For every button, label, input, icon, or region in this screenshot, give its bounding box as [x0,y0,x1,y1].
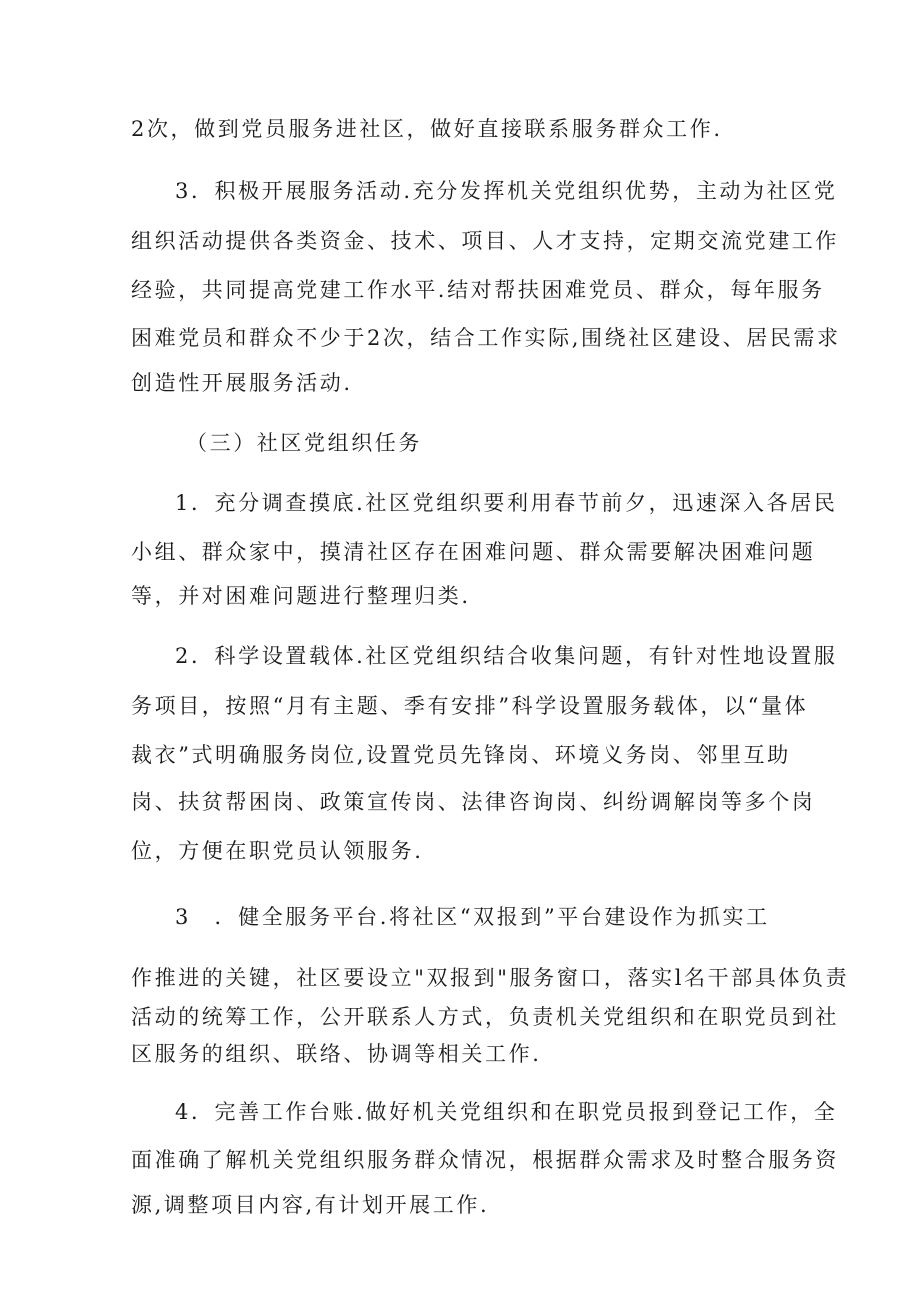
paragraph-4-line-3: 等，并对困难问题进行整理归类. [131,584,471,608]
paragraph-2-line-3: 经验，共同提高党建工作水平.结对帮扶困难党员、群众，每年服务 [131,278,825,302]
paragraph-2-line-2: 组织活动提供各类资金、技术、项目、人才支持，定期交流党建工作 [131,229,839,253]
paragraph-6-line-4: 区服务的组织、联络、协调等相关工作. [131,1042,542,1066]
paragraph-6-line-2: 作推进的关键，社区要设立"双报到"服务窗口，落实l名干部具体负责 [131,966,850,990]
paragraph-5-line-4: 岗、扶贫帮困岗、政策宣传岗、法律咨询岗、纠纷调解岗等多个岗 [131,790,816,814]
section-heading: （三）社区党组织任务 [186,431,422,455]
paragraph-1-line-1: 2次，做到党员服务进社区，做好直接联系服务群众工作. [131,117,723,141]
paragraph-5-line-2: 务项目，按照“月有主题、季有安排”科学设置服务载体，以“量体 [131,694,809,718]
paragraph-2-line-1: 3．积极开展服务活动.充分发挥机关党组织优势，主动为社区党 [175,179,838,203]
paragraph-5-line-5: 位，方便在职党员认领服务. [131,839,424,863]
paragraph-6-line-3: 活动的统筹工作，公开联系人方式，负责机关党组织和在职党员到社 [131,1005,839,1029]
paragraph-2-line-5: 创造性开展服务活动. [131,371,353,395]
paragraph-7-line-1: 4．完善工作台账.做好机关党组织和在职党员报到登记工作，全 [175,1100,838,1124]
paragraph-5-line-3: 裁衣”式明确服务岗位,设置党员先锋岗、环境义务岗、邻里互助 [131,743,791,767]
paragraph-7-line-2: 面准确了解机关党组织服务群众情况，根据群众需求及时整合服务资 [131,1148,839,1172]
paragraph-7-line-3: 源,调整项目内容,有计划开展工作. [131,1193,490,1217]
paragraph-4-line-1: 1．充分调查摸底.社区党组织要利用春节前夕，迅速深入各居民 [175,491,838,515]
paragraph-4-line-2: 小组、群众家中，摸清社区存在困难问题、群众需要解决困难问题 [131,540,816,564]
paragraph-6-line-1: 3 ．健全服务平台.将社区“双报到”平台建设作为抓实工 [175,905,770,929]
paragraph-2-line-4: 困难党员和群众不少于2次，结合工作实际,围绕社区建设、居民需求 [131,326,841,350]
paragraph-5-line-1: 2．科学设置载体.社区党组织结合收集问题，有针对性地设置服 [175,644,838,668]
